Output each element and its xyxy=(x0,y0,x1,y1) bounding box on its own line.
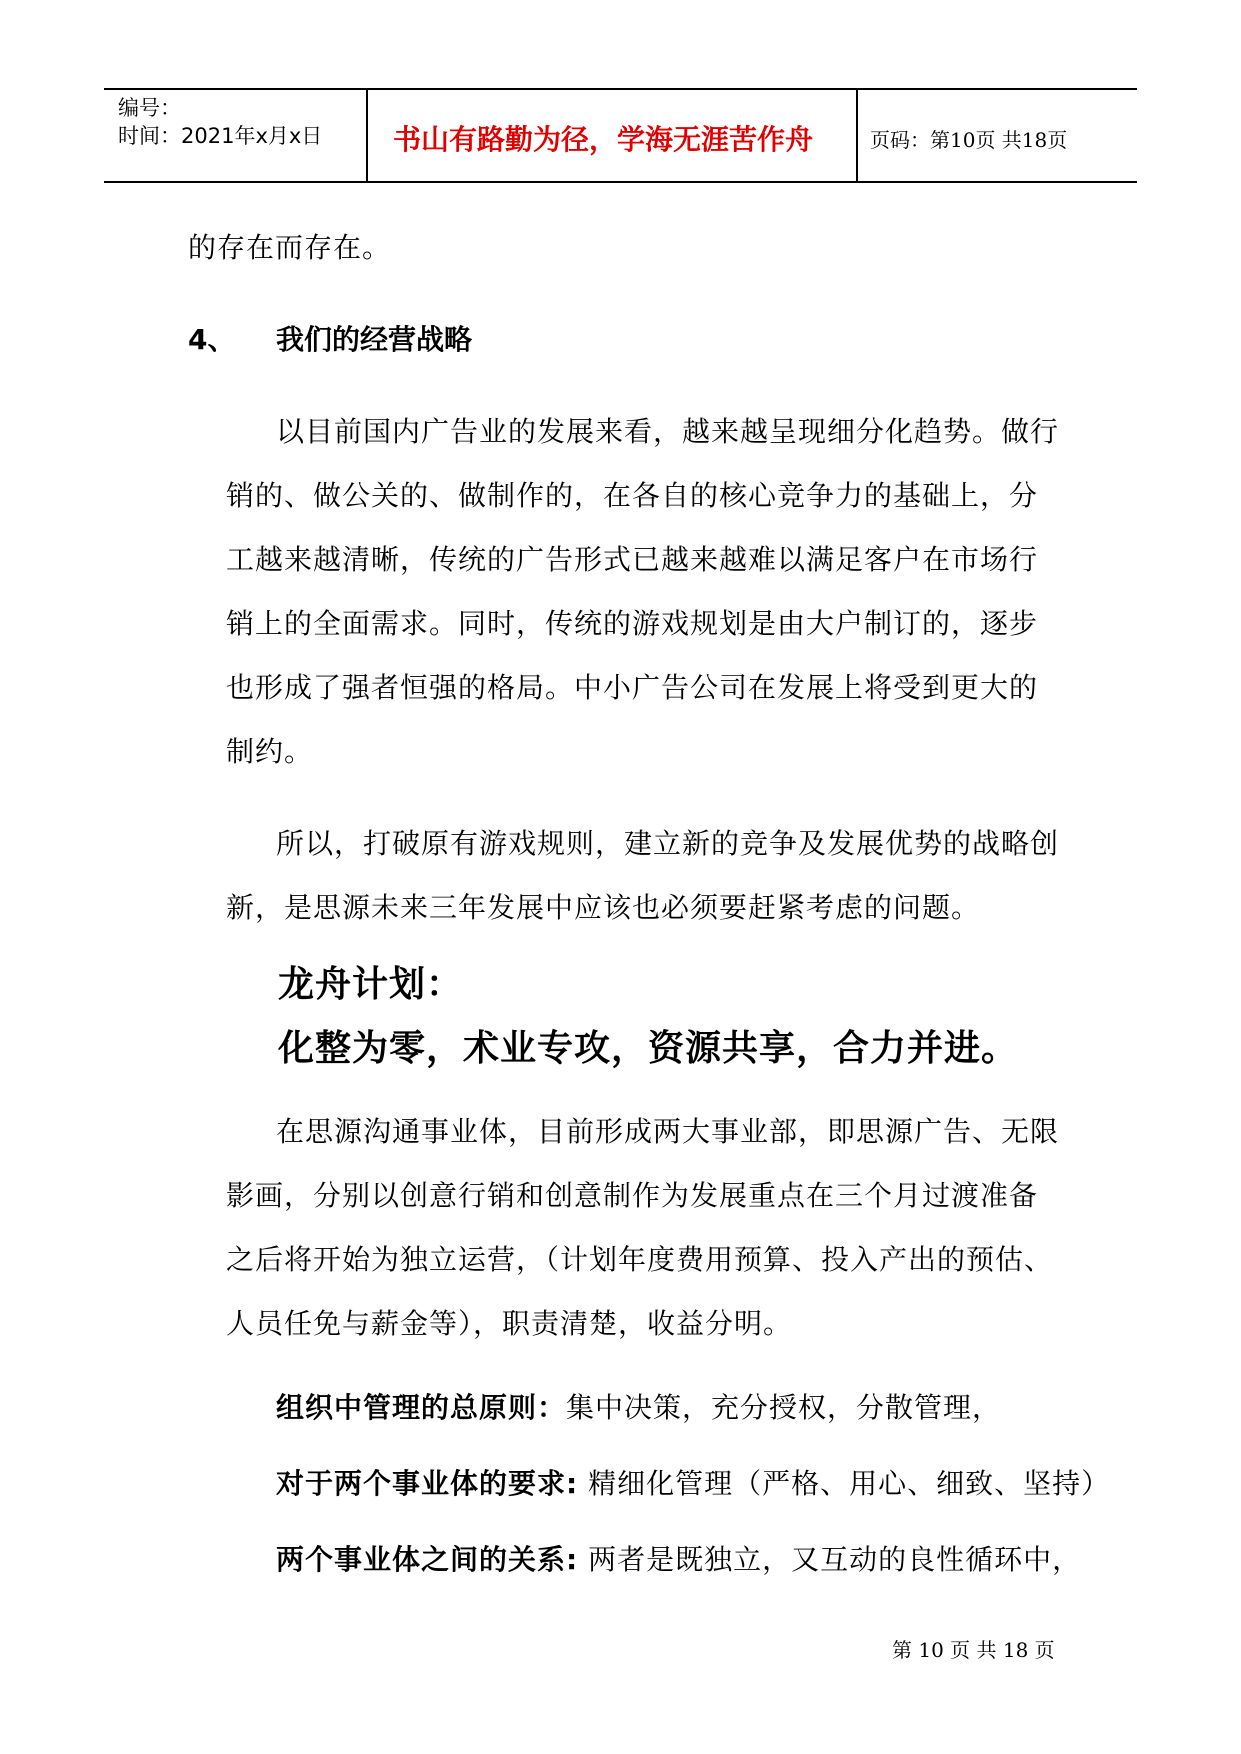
relation-label: 两个事业体之间的关系: xyxy=(276,1543,579,1576)
paragraph-line: 人员任免与薪金等），职责清楚，收益分明。 xyxy=(226,1307,793,1340)
header-top-rule xyxy=(104,88,1137,90)
paragraph-line: 所以，打破原有游戏规则，建立新的竞争及发展优势的战略创 xyxy=(276,827,1060,860)
header-divider-left xyxy=(366,89,368,182)
section-number: 4、 xyxy=(188,323,236,356)
header-page-info: 页码：第10页 共18页 xyxy=(870,128,1068,152)
requirement-line xyxy=(276,1462,1110,1502)
paragraph-line: 新，是思源未来三年发展中应该也必须要赶紧考虑的问题。 xyxy=(226,891,981,924)
paragraph-line: 制约。 xyxy=(226,735,314,768)
paragraph-line: 销上的全面需求。同时，传统的游戏规划是由大户制订的，逐步 xyxy=(226,607,1039,640)
header-bottom-rule xyxy=(104,181,1137,183)
requirement-text: 精细化管理（严格、用心、细致、坚持） xyxy=(578,1467,1111,1500)
principle-label: 组织中管理的总原则： xyxy=(276,1391,567,1424)
header-number-label: 编号： xyxy=(118,96,181,120)
paragraph-line: 工越来越清晰，传统的广告形式已越来越难以满足客户在市场行 xyxy=(226,543,1039,576)
header-motto: 书山有路勤为径，学海无涯苦作舟 xyxy=(393,123,814,156)
continuation-text: 的存在而存在。 xyxy=(188,231,392,264)
principle-text: 集中决策，充分授权，分散管理， xyxy=(566,1391,1002,1424)
footer-page-number: 第 10 页 共 18 页 xyxy=(892,1638,1055,1662)
relation-text: 两者是既独立，又互动的良性循环中， xyxy=(578,1543,1082,1576)
paragraph-line: 影画，分别以创意行销和创意制作为发展重点在三个月过渡准备 xyxy=(226,1179,1039,1212)
plan-title: 龙舟计划： xyxy=(278,964,464,1005)
paragraph-line: 在思源沟通事业体，目前形成两大事业部，即思源广告、无限 xyxy=(276,1115,1060,1148)
requirement-label: 对于两个事业体的要求: xyxy=(276,1467,579,1500)
relation-line xyxy=(276,1538,1081,1578)
paragraph-line: 销的、做公关的、做制作的，在各自的核心竞争力的基础上，分 xyxy=(226,479,1039,512)
section-title: 我们的经营战略 xyxy=(276,323,473,356)
paragraph-line: 之后将开始为独立运营，（计划年度费用预算、投入产出的预估、 xyxy=(226,1243,1054,1276)
paragraph-line: 以目前国内广告业的发展来看，越来越呈现细分化趋势。做行 xyxy=(276,415,1060,448)
header-time-label: 时间：2021年x月x日 xyxy=(118,124,323,148)
paragraph-line: 也形成了强者恒强的格局。中小广告公司在发展上将受到更大的 xyxy=(226,671,1039,704)
plan-slogan: 化整为零，术业专攻，资源共享，合力并进。 xyxy=(278,1028,1019,1069)
header-divider-right xyxy=(856,89,858,182)
principle-line xyxy=(276,1386,1001,1426)
